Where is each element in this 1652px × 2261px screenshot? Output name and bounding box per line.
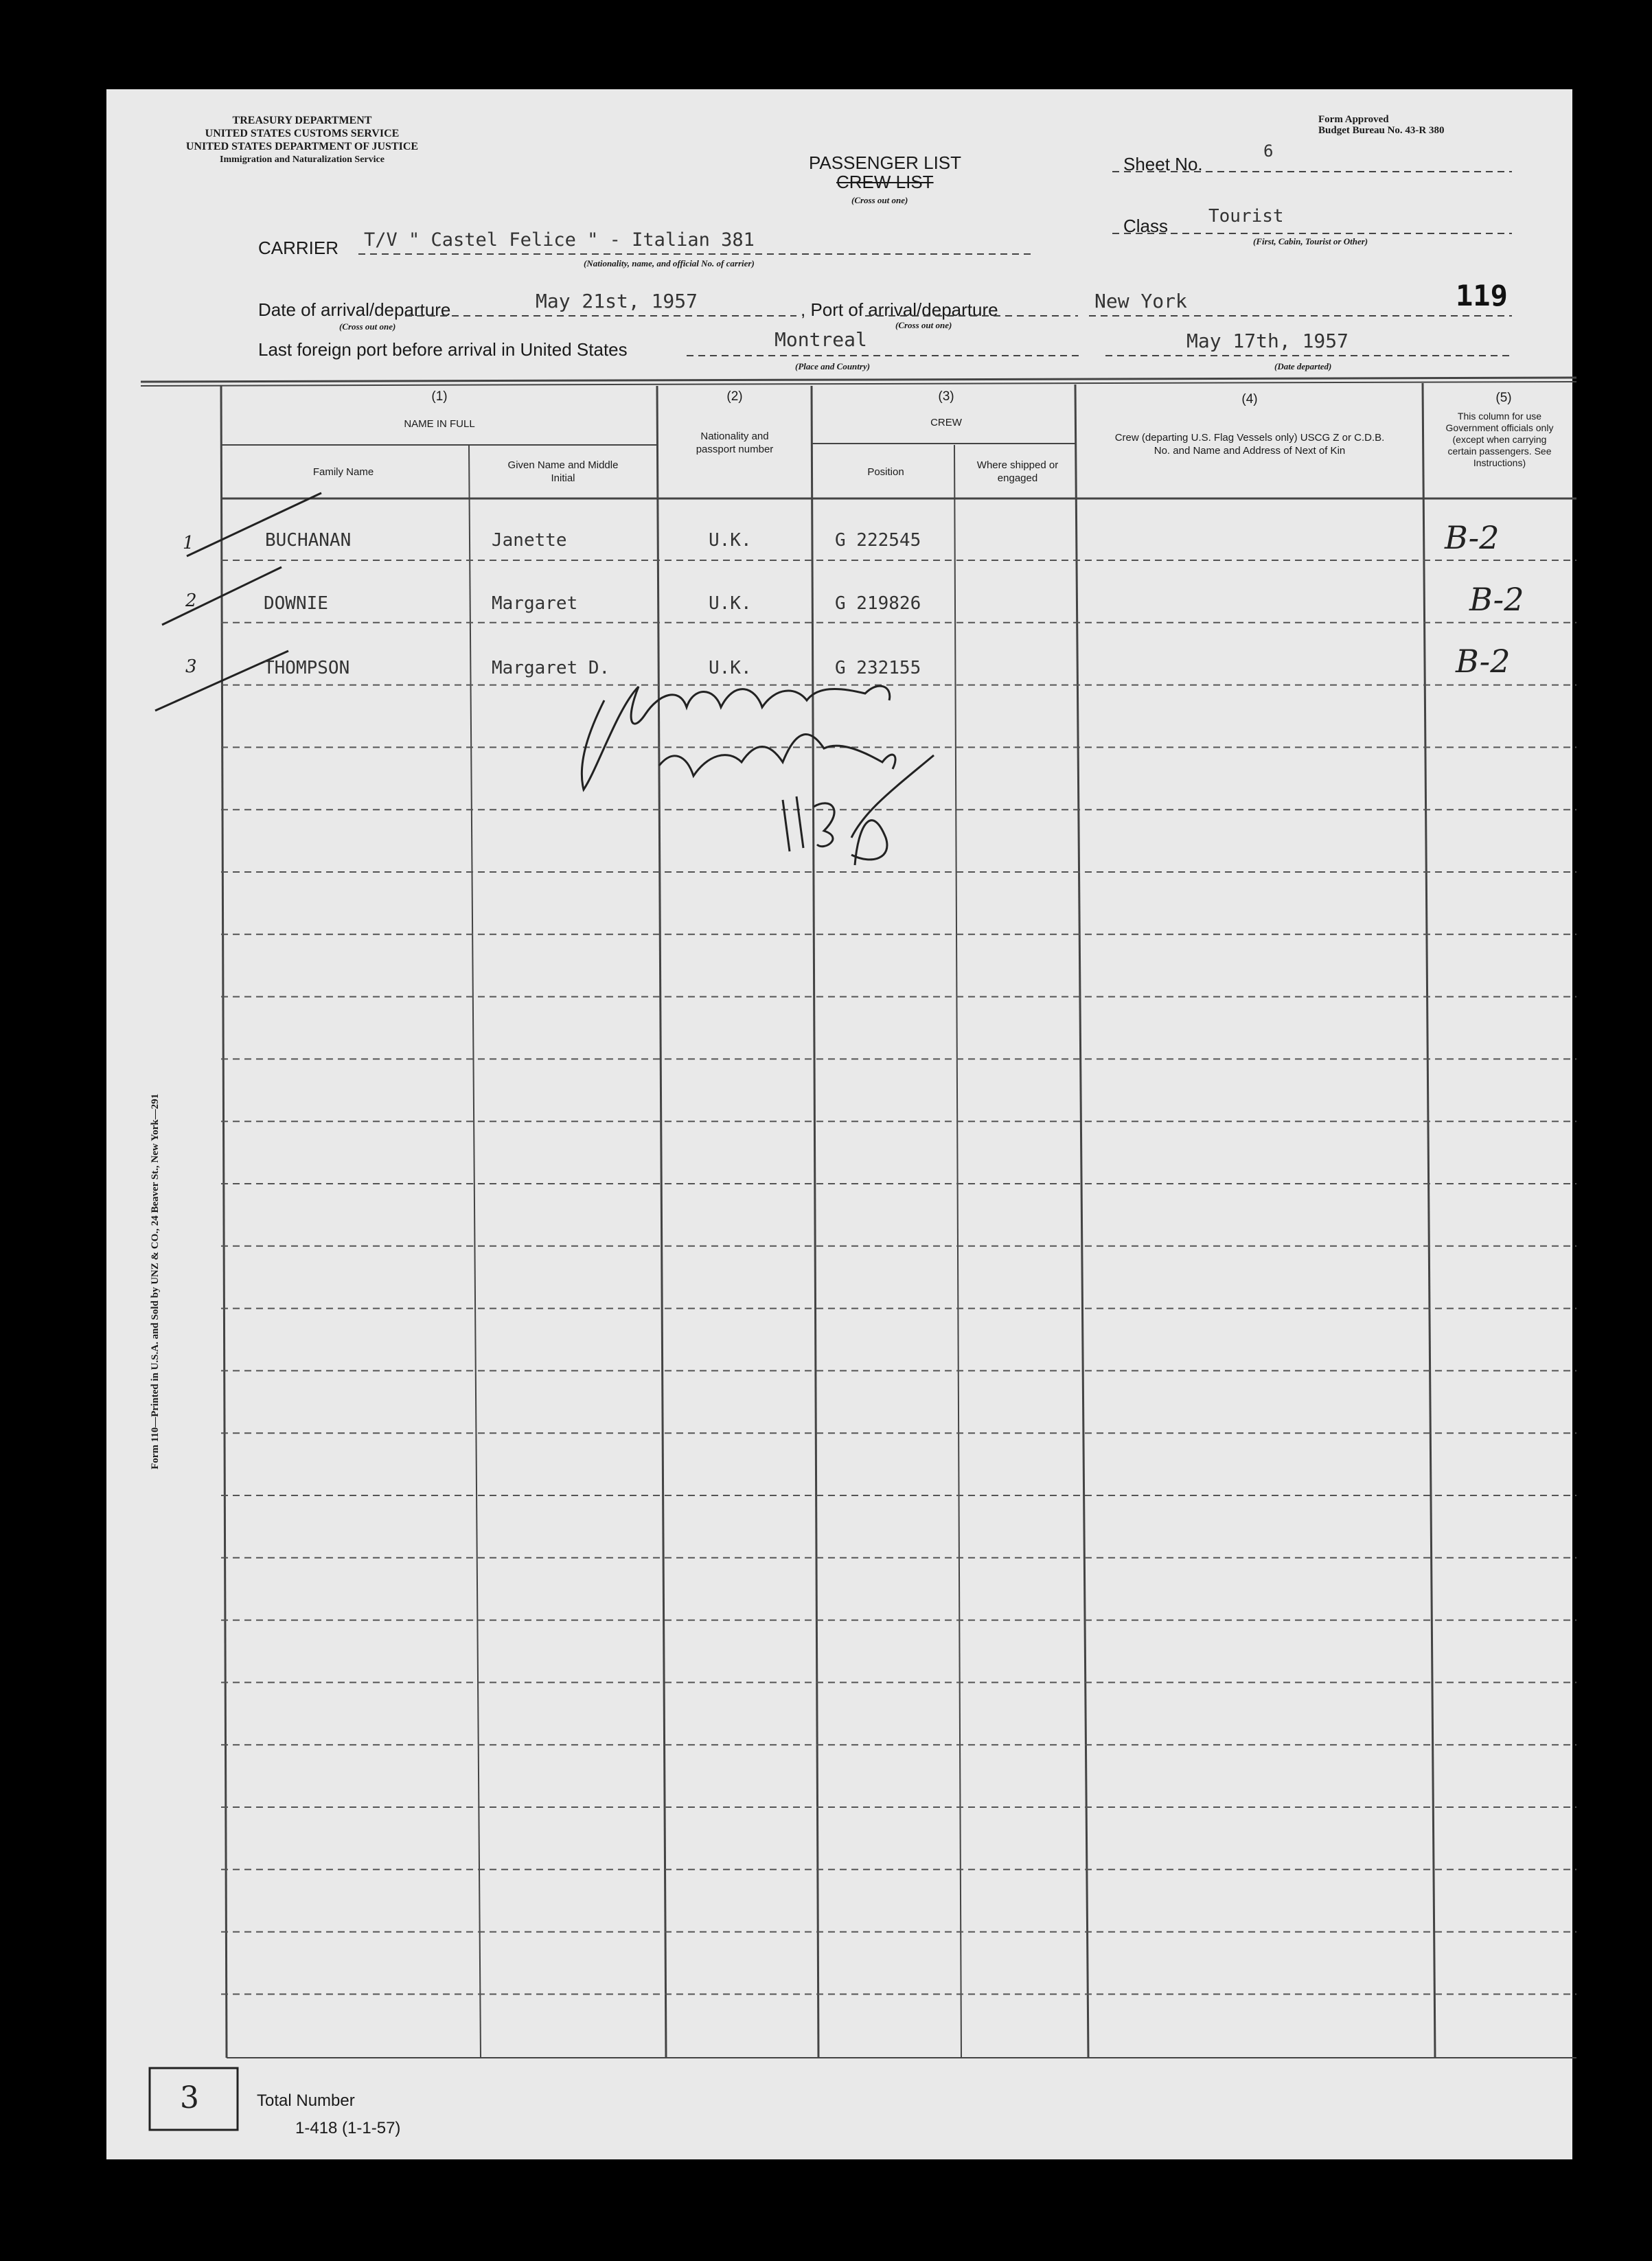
family-name-cell: BUCHANAN — [265, 530, 352, 551]
family-name-cell: THOMPSON — [264, 658, 350, 678]
crew-list-crossed: CREW LIST — [836, 172, 934, 192]
col3-num: (3) — [938, 389, 954, 404]
passport-cell: G 219826 — [835, 593, 921, 614]
sheet-value: 6 — [1263, 141, 1274, 161]
sheet-label: Sheet No. — [1123, 154, 1203, 174]
budget-bureau: Budget Bureau No. 43-R 380 — [1318, 125, 1445, 136]
agency-line: UNITED STATES CUSTOMS SERVICE — [205, 128, 400, 139]
port-value: New York — [1094, 290, 1187, 312]
passport-cell: G 232155 — [835, 658, 921, 678]
list-title: PASSENGER LIST — [809, 152, 962, 173]
passport-cell: G 222545 — [835, 530, 921, 551]
col3-title: CREW — [930, 417, 962, 428]
cross-out-note: (Cross out one) — [851, 195, 908, 205]
row-number: 3 — [185, 656, 197, 677]
stamp-number: 119 — [1456, 279, 1508, 312]
given-name-cell: Margaret D. — [492, 658, 610, 678]
nationality-cell: U.K. — [709, 593, 752, 614]
port-label: , Port of arrival/departure — [801, 299, 998, 320]
last-port-label: Last foreign port before arrival in United States — [258, 339, 628, 360]
class-value: Tourist — [1208, 206, 1284, 227]
col5-title: This column for use Government officials only (except when carrying certain passengers. See Instructions) — [1445, 411, 1554, 468]
form-code: 1-418 (1-1-57) — [295, 2119, 401, 2137]
position-head: Position — [867, 466, 904, 478]
side-print-text: Form 110—Printed in U.S.A. and Sold by UNZ & CO., 24 Beaver St., New York—291 — [150, 1093, 161, 1469]
col4-title: Crew (departing U.S. Flag Vessels only) USCG Z or C.D.B. No. and Name and Address of Next of Kin — [1114, 432, 1385, 457]
row-number: 1 — [183, 533, 194, 553]
date-departed-note: (Date departed) — [1274, 361, 1332, 371]
form-approved: Form Approved — [1318, 114, 1389, 125]
col4-num: (4) — [1241, 392, 1258, 406]
given-name-cell: Janette — [492, 530, 567, 551]
col1-title: NAME IN FULL — [404, 418, 475, 430]
family-name-cell: DOWNIE — [264, 593, 328, 614]
class-note: (First, Cabin, Tourist or Other) — [1253, 236, 1368, 246]
government-mark: B-2 — [1469, 581, 1524, 618]
col5-num: (5) — [1495, 391, 1512, 405]
last-port-note: (Place and Country) — [795, 361, 871, 371]
class-label: Class — [1123, 216, 1169, 236]
col2-num: (2) — [726, 389, 743, 404]
given-name-cell: Margaret — [492, 593, 578, 614]
where-shipped-head: Where shipped or engaged — [976, 459, 1059, 484]
carrier-note: (Nationality, name, and official No. of carrier) — [584, 258, 755, 268]
port-note: (Cross out one) — [895, 320, 952, 330]
col2-title: Nationality and passport number — [696, 431, 774, 455]
col1-num: (1) — [431, 389, 448, 404]
row-number: 2 — [185, 590, 197, 611]
nationality-cell: U.K. — [709, 658, 752, 678]
agency-line: Immigration and Naturalization Service — [220, 154, 385, 165]
government-mark: B-2 — [1456, 643, 1511, 680]
agency-line: TREASURY DEPARTMENT — [232, 115, 372, 126]
carrier-label: CARRIER — [258, 238, 339, 258]
date-departed-value: May 17th, 1957 — [1186, 330, 1349, 352]
given-name-head: Given Name and Middle Initial — [507, 459, 619, 484]
date-label: Date of arrival/departure — [258, 299, 451, 320]
total-number-value: 3 — [180, 2080, 199, 2115]
government-mark: B-2 — [1445, 519, 1500, 556]
date-note: (Cross out one) — [339, 321, 396, 332]
carrier-value: T/V " Castel Felice " - Italian 381 — [364, 229, 755, 251]
agency-line: UNITED STATES DEPARTMENT OF JUSTICE — [185, 141, 419, 152]
family-name-head: Family Name — [312, 466, 374, 478]
last-port-value: Montreal — [775, 328, 867, 351]
nationality-cell: U.K. — [709, 530, 752, 551]
date-value: May 21st, 1957 — [536, 290, 698, 312]
total-number-label: Total Number — [257, 2091, 355, 2110]
